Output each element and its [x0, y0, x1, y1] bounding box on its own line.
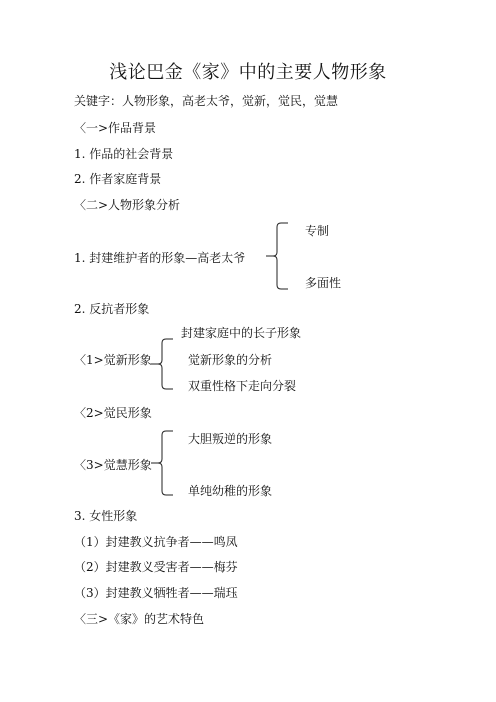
gao-branch-despotic: 专制: [305, 224, 330, 238]
juexin-label: 〈1>觉新形象: [74, 353, 152, 367]
section-2-item-3: 3. 女性形象: [74, 509, 138, 523]
juehui-branch-rebellious: 大胆叛逆的形象: [188, 432, 273, 446]
section-1-item-2: 2. 作者家庭背景: [74, 172, 162, 186]
juemin-label: 〈2>觉民形象: [74, 406, 152, 420]
juexin-branch-analysis: 觉新形象的分析: [188, 353, 273, 367]
keywords-line: 关键字：人物形象，高老太爷，觉新，觉民，觉慧: [74, 94, 339, 108]
women-item-meifen: （2）封建教义受害者——梅芬: [74, 560, 238, 574]
page-title: 浅论巴金《家》中的主要人物形象: [109, 62, 387, 83]
gao-brace: [266, 222, 290, 290]
section-1-heading: 〈一>作品背景: [74, 121, 157, 135]
juehui-label: 〈3>觉慧形象: [74, 458, 152, 472]
section-2-item-2: 2. 反抗者形象: [74, 302, 150, 316]
section-2-heading: 〈二>人物形象分析: [74, 198, 181, 212]
juexin-branch-split: 双重性格下走向分裂: [188, 379, 297, 393]
section-1-item-1: 1. 作品的社会背景: [74, 147, 174, 161]
section-3-heading: 〈三>《家》的艺术特色: [74, 612, 205, 626]
juehui-branch-naive: 单纯幼稚的形象: [188, 484, 273, 498]
women-item-ruijue: （3）封建教义牺牲者——瑞珏: [74, 586, 238, 600]
gao-branch-multifaceted: 多面性: [305, 276, 342, 290]
gao-laotaiye-label: 1. 封建维护者的形象—高老太爷: [74, 251, 246, 265]
women-item-mingfeng: （1）封建教义抗争者——鸣凤: [74, 535, 238, 549]
juexin-brace: [151, 338, 175, 390]
juehui-brace: [151, 430, 175, 496]
juexin-branch-eldest-son: 封建家庭中的长子形象: [181, 326, 302, 340]
